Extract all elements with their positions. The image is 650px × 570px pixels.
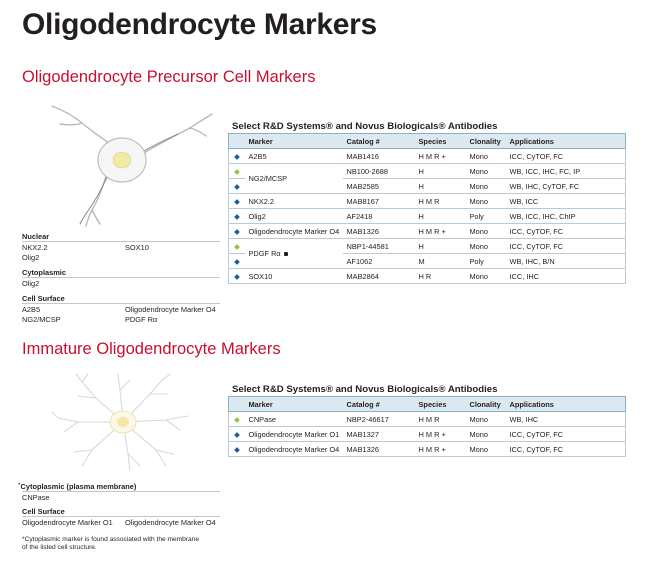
blue-diamond-icon	[234, 154, 240, 160]
blue-diamond-icon	[234, 229, 240, 235]
marker-cell: Oligodendrocyte Marker O4	[245, 442, 343, 457]
divider	[22, 303, 220, 304]
opc-cytoplasmic-heading: Cytoplasmic	[22, 268, 66, 277]
table-row	[229, 239, 626, 254]
clonality-cell: Mono	[466, 239, 506, 254]
species-cell: H M R	[415, 194, 466, 209]
table-row	[229, 269, 626, 284]
header-applications: Applications	[506, 134, 626, 149]
divider	[22, 491, 220, 492]
opc-section-title: Oligodendrocyte Precursor Cell Markers	[22, 68, 316, 86]
immature-cell-surface-item: Oligodendrocyte Marker O4	[125, 518, 216, 527]
header-marker: Marker	[245, 397, 343, 412]
divider	[22, 277, 220, 278]
clonality-cell: Mono	[466, 427, 506, 442]
table-header-row	[229, 134, 626, 149]
green-diamond-icon	[234, 244, 240, 250]
applications-cell: WB, IHC, B/N	[506, 254, 626, 269]
species-cell: H M R +	[415, 224, 466, 239]
table-row	[229, 442, 626, 457]
opc-nuclear-heading: Nuclear	[22, 232, 50, 241]
applications-cell: ICC, CyTOF, FC	[506, 149, 626, 164]
blue-diamond-icon	[234, 259, 240, 265]
applications-cell: ICC, CyTOF, FC	[506, 239, 626, 254]
asterisk: *	[18, 482, 21, 489]
species-cell: H R	[415, 269, 466, 284]
marker-cell: A2B5	[245, 149, 343, 164]
immature-section-title: Immature Oligodendrocyte Markers	[22, 340, 281, 358]
opc-cytoplasmic-item: Olig2	[22, 279, 40, 288]
clonality-cell: Mono	[466, 442, 506, 457]
green-diamond-icon	[234, 169, 240, 175]
divider	[22, 241, 220, 242]
immature-cytoplasmic-item: CNPase	[22, 493, 50, 502]
applications-cell: ICC, CyTOF, FC	[506, 442, 626, 457]
catalog-link[interactable]: MAB1327	[343, 427, 415, 442]
catalog-link[interactable]: MAB2585	[343, 179, 415, 194]
header-marker-col	[229, 397, 245, 412]
blue-diamond-icon	[234, 214, 240, 220]
marker-cell: CNPase	[245, 412, 343, 427]
header-marker: Marker	[245, 134, 343, 149]
header-marker-col	[229, 134, 245, 149]
table-row	[229, 412, 626, 427]
opc-cell-illustration	[30, 98, 220, 228]
immature-cell-surface-heading: Cell Surface	[22, 507, 65, 516]
immature-table-title: Select R&D Systems® and Novus Biologicals® Antibodies	[232, 384, 498, 395]
header-clonality: Clonality	[466, 397, 506, 412]
table-row	[229, 224, 626, 239]
blue-diamond-icon	[234, 432, 240, 438]
applications-cell: ICC, IHC	[506, 269, 626, 284]
applications-cell: WB, ICC, IHC, FC, IP	[506, 164, 626, 179]
blue-diamond-icon	[234, 199, 240, 205]
header-clonality: Clonality	[466, 134, 506, 149]
marker-cell: Olig2	[245, 209, 343, 224]
clonality-cell: Mono	[466, 269, 506, 284]
catalog-link[interactable]: MAB1326	[343, 442, 415, 457]
marker-cell	[245, 239, 343, 269]
immature-cytoplasmic-label: Cytoplasmic (plasma membrane)	[20, 482, 137, 491]
green-diamond-icon	[234, 417, 240, 423]
opc-antibody-table	[228, 133, 626, 284]
catalog-link[interactable]: MAB1326	[343, 224, 415, 239]
table-header-row	[229, 397, 626, 412]
species-cell: M	[415, 254, 466, 269]
blue-diamond-icon	[234, 184, 240, 190]
clonality-cell: Poly	[466, 254, 506, 269]
table-row	[229, 194, 626, 209]
table-row	[229, 164, 626, 179]
opc-nuclear-item: NKX2.2	[22, 243, 48, 252]
table-row	[229, 149, 626, 164]
opc-cell-surface-item: Oligodendrocyte Marker O4	[125, 305, 216, 314]
catalog-link[interactable]: MAB8167	[343, 194, 415, 209]
clonality-cell: Mono	[466, 149, 506, 164]
applications-cell: WB, IHC	[506, 412, 626, 427]
opc-nuclear-item: Olig2	[22, 253, 40, 262]
marker-cell: NG2/MCSP	[245, 164, 343, 194]
catalog-link[interactable]: NB100-2688	[343, 164, 415, 179]
applications-cell: WB, ICC, IHC, ChIP	[506, 209, 626, 224]
clonality-cell: Mono	[466, 412, 506, 427]
marker-cell: NKX2.2	[245, 194, 343, 209]
catalog-link[interactable]: NBP2-46617	[343, 412, 415, 427]
immature-cytoplasmic-heading	[18, 482, 136, 491]
immature-cell-illustration	[48, 370, 198, 475]
clonality-cell: Mono	[466, 194, 506, 209]
species-cell: H M R	[415, 412, 466, 427]
table-row	[229, 209, 626, 224]
opc-cell-surface-heading: Cell Surface	[22, 294, 65, 303]
species-cell: H	[415, 164, 466, 179]
blue-diamond-icon	[234, 447, 240, 453]
footnote: *Cytoplasmic marker is found associated with the membrane of the listed cell structure.	[22, 536, 200, 551]
catalog-link[interactable]: NBP1-44581	[343, 239, 415, 254]
opc-nuclear-item: SOX10	[125, 243, 149, 252]
opc-cell-surface-item: NG2/MCSP	[22, 315, 61, 324]
clonality-cell: Mono	[466, 179, 506, 194]
catalog-link[interactable]: MAB1416	[343, 149, 415, 164]
header-catalog: Catalog #	[343, 134, 415, 149]
marker-label: PDGF Rα	[248, 249, 281, 258]
species-cell: H	[415, 239, 466, 254]
catalog-link[interactable]: AF2418	[343, 209, 415, 224]
divider	[22, 516, 220, 517]
species-cell: H M R +	[415, 149, 466, 164]
species-cell: H	[415, 209, 466, 224]
page-title: Oligodendrocyte Markers	[22, 8, 377, 41]
opc-cell-surface-item: A2B5	[22, 305, 41, 314]
lock-icon	[284, 252, 288, 256]
table-row	[229, 427, 626, 442]
species-cell: H M R +	[415, 427, 466, 442]
marker-cell: Oligodendrocyte Marker O1	[245, 427, 343, 442]
catalog-link[interactable]: AF1062	[343, 254, 415, 269]
header-applications: Applications	[506, 397, 626, 412]
applications-cell: ICC, CyTOF, FC	[506, 224, 626, 239]
species-cell: H M R +	[415, 442, 466, 457]
opc-cell-surface-item: PDGF Rα	[125, 315, 158, 324]
marker-cell: SOX10	[245, 269, 343, 284]
clonality-cell: Poly	[466, 209, 506, 224]
species-cell: H	[415, 179, 466, 194]
clonality-cell: Mono	[466, 164, 506, 179]
header-species: Species	[415, 397, 466, 412]
header-species: Species	[415, 134, 466, 149]
blue-diamond-icon	[234, 274, 240, 280]
applications-cell: ICC, CyTOF, FC	[506, 427, 626, 442]
clonality-cell: Mono	[466, 224, 506, 239]
header-catalog: Catalog #	[343, 397, 415, 412]
immature-cell-surface-item: Oligodendrocyte Marker O1	[22, 518, 113, 527]
applications-cell: WB, IHC, CyTOF, FC	[506, 179, 626, 194]
applications-cell: WB, ICC	[506, 194, 626, 209]
immature-antibody-table	[228, 396, 626, 457]
opc-table-title: Select R&D Systems® and Novus Biologicals® Antibodies	[232, 121, 498, 132]
catalog-link[interactable]: MAB2864	[343, 269, 415, 284]
marker-cell: Oligodendrocyte Marker O4	[245, 224, 343, 239]
